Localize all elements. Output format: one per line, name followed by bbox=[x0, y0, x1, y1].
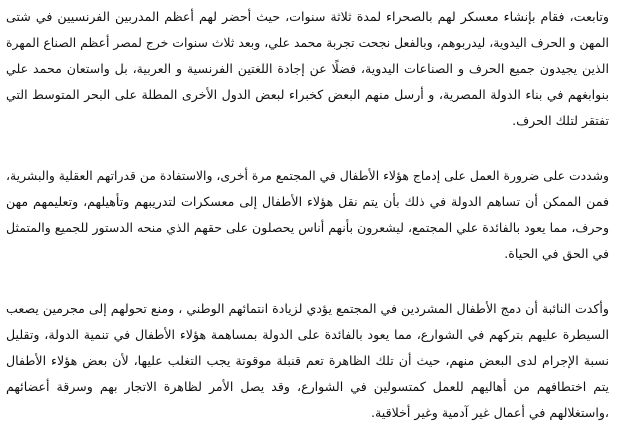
text-line: فمن الممكن أن تساهم الدولة في ذلك بأن يتم نقل هؤلاء الأطفال إلى معسكرات لتدريبهم وتأهيلهم، وتعليمهم مهن bbox=[6, 194, 609, 209]
text-line: ،واستغلالهم في أعمال غير آدمية وغير أخلاقية. bbox=[371, 405, 609, 420]
text-line: وتابعت، فقام بإنشاء معسكر لهم بالصحراء لمدة ثلاثة سنوات، حيث أحضر لهم أعظم المدربين الفرنسيين في شتى bbox=[6, 9, 609, 24]
text-line: المهن و الحرف اليدوية، ليدربوهم، وبالفعل نجحت تجربة محمد علي، وبعد ثلاث سنوات خرج لمصر أعظم الصناع المهرة bbox=[6, 35, 609, 50]
text-line: السيطرة عليهم بتركهم في الشوارع، مما يعود بالفائدة على الدولة بمساهمة هؤلاء الأطفال في تنمية الدولة، وتقليل bbox=[6, 327, 609, 342]
text-line: في الحق في الحياة. bbox=[504, 246, 609, 261]
paragraph-2 bbox=[6, 163, 609, 267]
text-line: الذين يجيدون جميع الحرف و الصناعات اليدوية، فضلًا عن إجادة اللغتين الفرنسية و العربية، بل واستعان محمد علي bbox=[6, 61, 609, 76]
text-line: بنوابغهم في بناء الدولة المصرية، و أرسل منهم البعض كخبراء لبعض الدول الأخرى المطلة على البحر المتوسط التي bbox=[6, 87, 609, 102]
text-line: وحرف، مما يعود بالفائدة علي المجتمع، ليشعرون بأنهم أناس يحصلون على حقهم الذي منحه الدستور للجميع والمتمثل bbox=[6, 220, 609, 235]
text-line: وأكدت النائبة أن دمج الأطفال المشردين في المجتمع يؤدي لزيادة انتمائهم الوطني ، ومنع تحولهم إلى مجرمين يصعب bbox=[6, 301, 609, 316]
paragraph-1 bbox=[6, 4, 609, 134]
text-line: تفتقر لتلك الحرف. bbox=[512, 113, 609, 128]
text-line: يتم اختطافهم من أهاليهم للعمل كمتسولين في الشوارع، وقد يصل الأمر لظاهرة الاتجار بهم وسرقة أعضائهم bbox=[6, 379, 609, 394]
text-line: نسبة الإجرام لدى البعض منهم، حيث أن تلك الظاهرة تعم قنبلة موقوتة يجب التغلب عليها، لأن بعض هؤلاء الأطفال bbox=[6, 353, 609, 368]
paragraph-3 bbox=[6, 296, 609, 426]
text-line: وشددت على ضرورة العمل على إدماج هؤلاء الأطفال في المجتمع مرة أخرى، والاستفادة من قدراتهم العقلية والبشرية، bbox=[6, 168, 609, 183]
